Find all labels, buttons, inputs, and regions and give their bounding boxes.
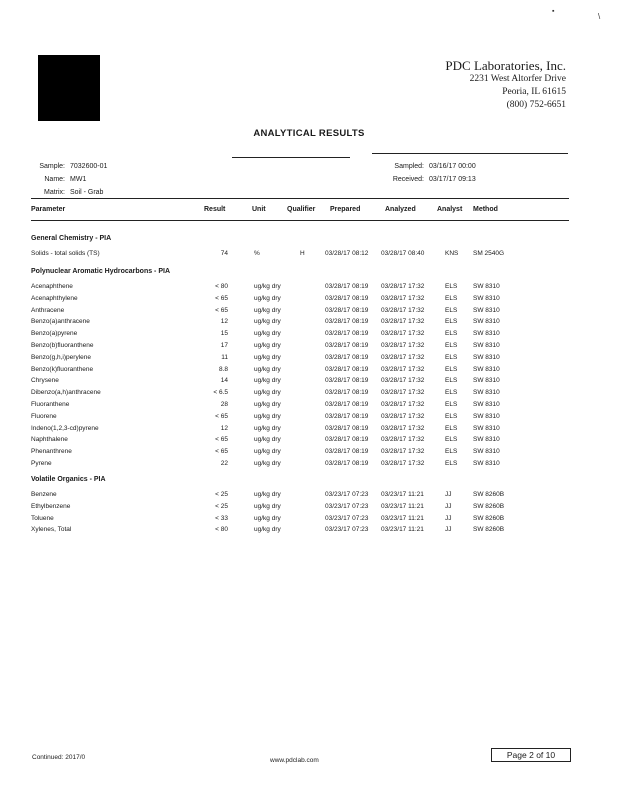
cell-prepared: 03/28/17 08:19 <box>325 306 369 314</box>
table-row <box>0 250 618 262</box>
cell-result: < 25 <box>215 491 228 498</box>
cell-method: SW 8310 <box>473 377 500 385</box>
cell-method: SW 8260B <box>473 514 505 522</box>
cell-prepared: 03/28/17 08:19 <box>325 330 369 338</box>
table-row <box>0 413 618 425</box>
cell-unit: ug/kg dry <box>254 283 281 290</box>
header-qualifier: Qualifier <box>287 206 316 213</box>
cell-result: < 6.5 <box>213 389 228 397</box>
cell-parameter: Ethylbenzene <box>31 502 71 510</box>
cell-analyst: ELS <box>445 353 458 361</box>
cell-prepared: 03/28/17 08:19 <box>325 342 369 349</box>
cell-analyzed: 03/28/17 17:32 <box>381 353 425 361</box>
cell-unit: ug/kg dry <box>254 306 281 314</box>
company-address-1: 2231 West Altorfer Drive <box>469 74 566 84</box>
cell-method: SW 8310 <box>473 318 500 326</box>
cell-result: < 65 <box>215 436 228 444</box>
cell-analyst: ELS <box>445 330 458 338</box>
cell-unit: ug/kg dry <box>254 514 281 522</box>
table-row <box>0 401 618 413</box>
cell-analyzed: 03/23/17 11:21 <box>381 526 424 534</box>
table-row <box>0 295 618 307</box>
sample-name-line <box>31 173 107 186</box>
page-number-box: Page 2 of 10 <box>491 748 571 762</box>
footer-website: www.pdclab.com <box>270 757 319 764</box>
cell-parameter: Fluoranthene <box>31 401 70 408</box>
cell-analyst: JJ <box>445 491 452 498</box>
cell-result: 74 <box>220 250 228 257</box>
header-result: Result <box>204 206 226 213</box>
table-row <box>0 377 618 389</box>
cell-result: 22 <box>220 460 228 467</box>
cell-parameter: Benzo(k)fluoranthene <box>31 365 94 373</box>
cell-analyst: ELS <box>445 365 458 373</box>
cell-unit: ug/kg dry <box>254 401 281 408</box>
cell-result: 12 <box>220 424 228 432</box>
header-prepared: Prepared <box>330 206 361 213</box>
table-row <box>0 366 618 378</box>
sampled-label: Sampled: <box>394 163 424 170</box>
cell-result: < 33 <box>215 514 228 522</box>
cell-unit: ug/kg dry <box>254 377 281 385</box>
cell-parameter: Anthracene <box>31 306 65 314</box>
cell-parameter: Chrysene <box>31 377 59 385</box>
cell-analyzed: 03/28/17 17:32 <box>381 448 425 456</box>
cell-analyst: ELS <box>445 401 458 408</box>
cell-parameter: Toluene <box>31 514 54 522</box>
company-name: PDC Laboratories, Inc. <box>445 58 566 73</box>
cell-prepared: 03/28/17 08:19 <box>325 401 369 408</box>
cell-result: < 25 <box>215 502 228 510</box>
sampled-line <box>366 160 476 173</box>
cell-analyzed: 03/28/17 17:32 <box>381 318 425 326</box>
table-row <box>0 330 618 342</box>
sample-id: 7032600-01 <box>70 163 108 170</box>
cell-result: < 65 <box>215 448 228 456</box>
cell-analyzed: 03/28/17 17:32 <box>381 389 425 397</box>
cell-parameter: Naphthalene <box>31 436 68 444</box>
cell-parameter: Solids - total solids (TS) <box>31 250 100 257</box>
cell-unit: ug/kg dry <box>254 491 281 498</box>
sample-id-line <box>31 160 107 173</box>
footer-left: Continued: 2017/0 <box>32 754 86 761</box>
cell-parameter: Acenaphthene <box>31 283 73 290</box>
cell-method: SW 8260B <box>473 491 505 498</box>
cell-prepared: 03/28/17 08:19 <box>325 448 369 456</box>
cell-prepared: 03/28/17 08:19 <box>325 412 369 420</box>
title-rule-right <box>372 153 568 154</box>
cell-analyzed: 03/28/17 17:32 <box>381 283 425 290</box>
name-label: Name: <box>44 176 65 183</box>
cell-unit: ug/kg dry <box>254 353 281 361</box>
cell-result: 14 <box>220 377 228 385</box>
cell-analyst: ELS <box>445 389 458 397</box>
cell-unit: ug/kg dry <box>254 460 281 467</box>
cell-result: 12 <box>220 318 228 326</box>
cell-analyzed: 03/28/17 17:32 <box>381 401 425 408</box>
cell-analyzed: 03/28/17 17:32 <box>381 365 425 373</box>
cell-analyst: JJ <box>445 526 452 534</box>
cell-method: SW 8310 <box>473 306 500 314</box>
header-analyzed: Analyzed <box>385 206 416 213</box>
cell-parameter: Benzo(b)fluoranthene <box>31 342 94 349</box>
cell-unit: ug/kg dry <box>254 526 281 534</box>
cell-unit: ug/kg dry <box>254 342 281 349</box>
cell-prepared: 03/28/17 08:19 <box>325 283 369 290</box>
cell-unit: ug/kg dry <box>254 502 281 510</box>
table-row <box>0 491 618 503</box>
cell-analyzed: 03/28/17 17:32 <box>381 424 425 432</box>
table-row <box>0 515 618 527</box>
cell-analyzed: 03/28/17 17:32 <box>381 306 425 314</box>
cell-method: SW 8310 <box>473 330 500 338</box>
header-analyst: Analyst <box>437 206 463 213</box>
cell-analyzed: 03/28/17 17:32 <box>381 412 425 420</box>
cell-prepared: 03/28/17 08:19 <box>325 424 369 432</box>
cell-analyst: ELS <box>445 436 458 444</box>
cell-parameter: Indeno(1,2,3-cd)pyrene <box>31 424 99 432</box>
cell-result: 28 <box>220 401 228 408</box>
received-line <box>366 173 476 186</box>
cell-prepared: 03/23/17 07:23 <box>325 526 369 534</box>
cell-method: SW 8310 <box>473 353 500 361</box>
cell-method: SW 8310 <box>473 460 500 467</box>
table-row <box>0 342 618 354</box>
cell-result: 11 <box>221 353 228 361</box>
sample-label: Sample: <box>39 163 65 170</box>
header-rule-bottom <box>31 220 569 221</box>
cell-prepared: 03/28/17 08:19 <box>325 377 369 385</box>
cell-unit: ug/kg dry <box>254 436 281 444</box>
cell-analyst: KNS <box>445 250 459 257</box>
table-row <box>0 436 618 448</box>
cell-method: SW 8310 <box>473 424 500 432</box>
cell-analyzed: 03/28/17 17:32 <box>381 436 425 444</box>
cell-method: SM 2540G <box>473 250 505 257</box>
cell-analyst: ELS <box>445 448 458 456</box>
cell-analyst: JJ <box>445 502 452 510</box>
table-row <box>0 448 618 460</box>
received-value: 03/17/17 09:13 <box>429 176 476 183</box>
cell-unit: ug/kg dry <box>254 330 281 338</box>
cell-analyst: ELS <box>445 412 458 420</box>
table-row <box>0 526 618 538</box>
cell-unit: ug/kg dry <box>254 294 281 302</box>
table-row <box>0 318 618 330</box>
cell-prepared: 03/28/17 08:12 <box>325 250 369 257</box>
cell-prepared: 03/28/17 08:19 <box>325 436 369 444</box>
cell-prepared: 03/28/17 08:19 <box>325 318 369 326</box>
header-rule-top <box>31 198 569 199</box>
table-row <box>0 283 618 295</box>
received-label: Received: <box>392 176 424 183</box>
cell-unit: ug/kg dry <box>254 412 281 420</box>
cell-analyst: ELS <box>445 377 458 385</box>
sampled-value: 03/16/17 00:00 <box>429 163 476 170</box>
cell-qualifier: H <box>300 250 305 257</box>
table-row <box>0 354 618 366</box>
matrix-label: Matrix: <box>44 189 65 196</box>
cell-result: < 80 <box>215 283 228 290</box>
cell-result: < 65 <box>215 306 228 314</box>
section-title: Polynuclear Aromatic Hydrocarbons - PIA <box>31 268 170 275</box>
cell-prepared: 03/28/17 08:19 <box>325 365 369 373</box>
company-phone: (800) 752-6651 <box>506 100 566 110</box>
cell-analyzed: 03/23/17 11:21 <box>381 502 424 510</box>
header-method: Method <box>473 206 498 213</box>
cell-method: SW 8310 <box>473 448 500 456</box>
cell-analyst: ELS <box>445 283 458 290</box>
table-row <box>0 425 618 437</box>
cell-parameter: Benzo(a)pyrene <box>31 330 78 338</box>
cell-prepared: 03/28/17 08:19 <box>325 460 369 467</box>
cell-result: < 80 <box>215 526 228 534</box>
cell-unit: ug/kg dry <box>254 389 281 397</box>
sample-matrix: Soil - Grab <box>70 189 104 196</box>
cell-method: SW 8310 <box>473 389 500 397</box>
cell-method: SW 8310 <box>473 401 500 408</box>
cell-method: SW 8310 <box>473 436 500 444</box>
table-row <box>0 503 618 515</box>
cell-analyzed: 03/23/17 11:21 <box>381 491 424 498</box>
section-title: General Chemistry - PIA <box>31 235 112 242</box>
cell-parameter: Pyrene <box>31 460 52 467</box>
cell-prepared: 03/23/17 07:23 <box>325 491 369 498</box>
cell-parameter: Acenaphthylene <box>31 294 78 302</box>
corner-mark: ▪ <box>552 8 555 15</box>
company-logo <box>38 55 100 121</box>
cell-analyst: ELS <box>445 424 458 432</box>
cell-analyst: ELS <box>445 318 458 326</box>
cell-method: SW 8310 <box>473 412 500 420</box>
cell-prepared: 03/28/17 08:19 <box>325 294 369 302</box>
cell-prepared: 03/28/17 08:19 <box>325 353 369 361</box>
cell-parameter: Benzene <box>31 491 57 498</box>
cell-analyzed: 03/28/17 17:32 <box>381 330 425 338</box>
cell-unit: ug/kg dry <box>254 448 281 456</box>
cell-prepared: 03/23/17 07:23 <box>325 502 369 510</box>
cell-method: SW 8310 <box>473 342 500 349</box>
sample-info-right <box>366 160 476 186</box>
title-rule-left <box>232 157 350 158</box>
cell-method: SW 8310 <box>473 294 500 302</box>
sample-info-left <box>31 160 107 199</box>
sample-name: MW1 <box>70 176 87 183</box>
cell-result: 17 <box>220 342 228 349</box>
cell-unit: ug/kg dry <box>254 365 281 373</box>
cell-method: SW 8310 <box>473 365 500 373</box>
company-address-2: Peoria, IL 61615 <box>502 87 566 97</box>
section-title: Volatile Organics - PIA <box>31 476 106 483</box>
cell-method: SW 8260B <box>473 502 505 510</box>
cell-unit: ug/kg dry <box>254 424 281 432</box>
cell-analyst: ELS <box>445 342 458 349</box>
cell-analyzed: 03/28/17 17:32 <box>381 460 425 467</box>
cell-parameter: Dibenzo(a,h)anthracene <box>31 389 101 397</box>
cell-analyst: ELS <box>445 306 458 314</box>
cell-analyzed: 03/23/17 11:21 <box>381 514 424 522</box>
table-row <box>0 307 618 319</box>
cell-parameter: Phenanthrene <box>31 448 72 456</box>
cell-analyst: JJ <box>445 514 452 522</box>
table-row <box>0 460 618 472</box>
cell-parameter: Xylenes, Total <box>31 526 72 534</box>
cell-analyzed: 03/28/17 17:32 <box>381 377 425 385</box>
header-parameter: Parameter <box>31 206 66 213</box>
cell-analyst: ELS <box>445 294 458 302</box>
cell-unit: % <box>254 250 260 257</box>
cell-result: 15 <box>220 330 228 338</box>
cell-method: SW 8260B <box>473 526 505 534</box>
cell-parameter: Fluorene <box>31 412 57 420</box>
cell-method: SW 8310 <box>473 283 500 290</box>
cell-parameter: Benzo(a)anthracene <box>31 318 90 326</box>
cell-analyst: ELS <box>445 460 458 467</box>
company-block <box>445 58 566 112</box>
page-title: ANALYTICAL RESULTS <box>253 128 365 139</box>
cell-unit: ug/kg dry <box>254 318 281 326</box>
cell-analyzed: 03/28/17 17:32 <box>381 342 425 349</box>
cell-result: 8.8 <box>218 365 228 373</box>
cell-result: < 65 <box>215 294 228 302</box>
cell-analyzed: 03/28/17 17:32 <box>381 294 425 302</box>
corner-mark-2: \ <box>598 12 601 21</box>
cell-result: < 65 <box>215 412 228 420</box>
cell-parameter: Benzo(g,h,i)perylene <box>31 353 91 361</box>
cell-prepared: 03/23/17 07:23 <box>325 514 369 522</box>
cell-prepared: 03/28/17 08:19 <box>325 389 369 397</box>
header-unit: Unit <box>252 206 266 213</box>
table-row <box>0 389 618 401</box>
cell-analyzed: 03/28/17 08:40 <box>381 250 425 257</box>
